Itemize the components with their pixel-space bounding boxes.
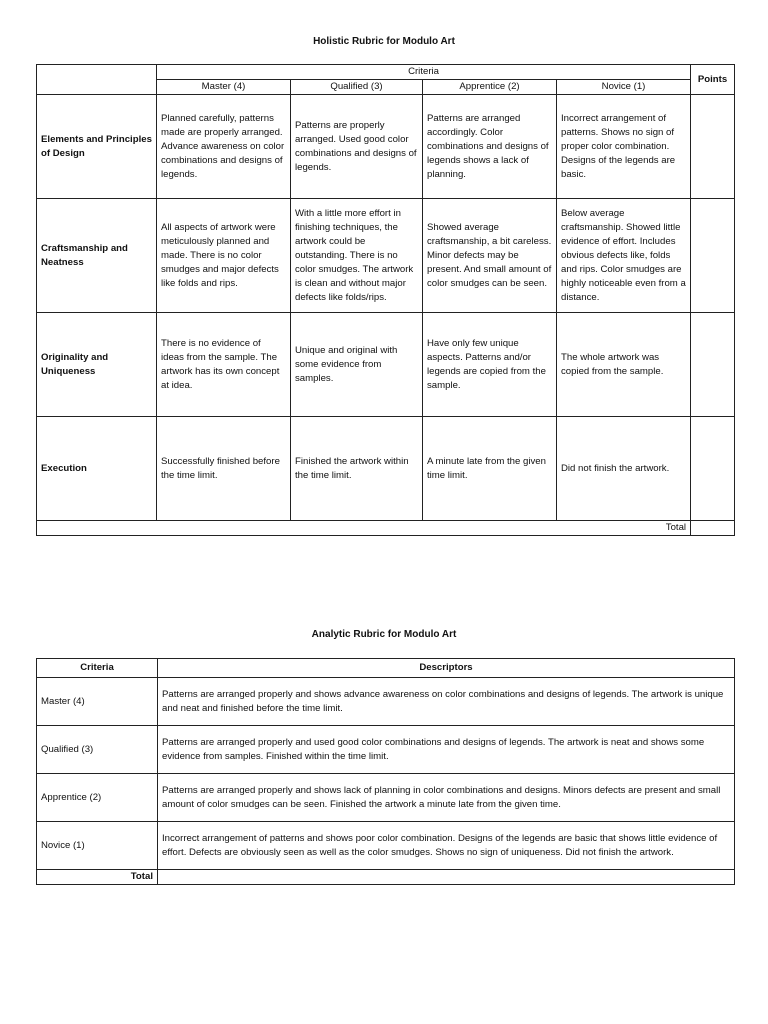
rubric-cell: Successfully finished before the time limit. [157,417,291,521]
level-header-novice: Novice (1) [557,80,691,95]
level-header-qualified: Qualified (3) [291,80,423,95]
criterion-label: Elements and Principles of Design [37,95,157,199]
criteria-header: Criteria [157,65,691,80]
analytic-total-cell[interactable] [158,870,735,885]
rubric-cell: A minute late from the given time limit. [423,417,557,521]
table-row [37,199,735,313]
analytic-descriptor: Incorrect arrangement of patterns and shows poor color combination. Designs of the legends are basic that shows little evidence of effort. Defects are obviously seen as well as the color smudges. Shows no sign of uniqueness. Did not finish the artwork. [158,822,735,870]
points-header: Points [691,65,735,95]
analytic-descriptor: Patterns are arranged properly and used good color combinations and designs of legends. The artwork is neat and shows some evidence from samples. Finished within the time limit. [158,726,735,774]
analytic-descriptor: Patterns are arranged properly and shows advance awareness on color combinations and designs of legends. The artwork is unique and neat and finished before the time limit. [158,678,735,726]
analytic-criterion: Master (4) [37,678,158,726]
table-row [37,313,735,417]
table-row [37,726,735,774]
analytic-descriptors-header: Descriptors [158,659,735,678]
rubric-cell: Have only few unique aspects. Patterns and/or legends are copied from the sample. [423,313,557,417]
points-cell[interactable] [691,313,735,417]
analytic-descriptor: Patterns are arranged properly and shows lack of planning in color combinations and designs. Minors defects are present and small amount of color smudges can be seen. Finished the artwork a minute late from the given time. [158,774,735,822]
holistic-total-label: Total [37,521,691,536]
table-row [37,822,735,870]
analytic-criterion: Apprentice (2) [37,774,158,822]
rubric-cell: Patterns are properly arranged. Used good color combinations and designs of legends. [291,95,423,199]
criterion-label: Execution [37,417,157,521]
rubric-cell: Patterns are arranged accordingly. Color combinations and designs of legends shows a lack of planning. [423,95,557,199]
criterion-label: Originality and Uniqueness [37,313,157,417]
analytic-criterion: Novice (1) [37,822,158,870]
holistic-rubric-table [36,64,735,536]
level-header-apprentice: Apprentice (2) [423,80,557,95]
criterion-label: Craftsmanship and Neatness [37,199,157,313]
rubric-cell: Below average craftsmanship. Showed little evidence of effort. Includes obvious defects like, folds and rips. Color smudges are highly noticeable even from a distance. [557,199,691,313]
table-row [37,95,735,199]
analytic-criteria-header: Criteria [37,659,158,678]
rubric-cell: Unique and original with some evidence from samples. [291,313,423,417]
rubric-cell: Finished the artwork within the time limit. [291,417,423,521]
rubric-cell: Did not finish the artwork. [557,417,691,521]
table-row [37,417,735,521]
holistic-total-cell[interactable] [691,521,735,536]
rubric-cell: There is no evidence of ideas from the sample. The artwork has its own concept at idea. [157,313,291,417]
rubric-cell: Planned carefully, patterns made are properly arranged. Advance awareness on color combinations and designs of legends. [157,95,291,199]
analytic-total-label: Total [37,870,158,885]
rubric-cell: Showed average craftsmanship, a bit careless. Minor defects may be present. And small amount of color smudges can be seen. [423,199,557,313]
level-header-master: Master (4) [157,80,291,95]
points-cell[interactable] [691,95,735,199]
points-cell[interactable] [691,199,735,313]
corner-cell [37,65,157,95]
analytic-rubric-title: Analytic Rubric for Modulo Art [311,629,457,640]
rubric-cell: With a little more effort in finishing techniques, the artwork could be outstanding. There is no color smudges. The artwork is clean and without major defects like folds/rips. [291,199,423,313]
rubric-cell: The whole artwork was copied from the sample. [557,313,691,417]
analytic-rubric-table [36,658,735,885]
table-row [37,678,735,726]
holistic-rubric-title: Holistic Rubric for Modulo Art [313,36,455,47]
table-row [37,774,735,822]
analytic-criterion: Qualified (3) [37,726,158,774]
rubric-cell: All aspects of artwork were meticulously planned and made. There is no color smudges and major defects like folds and rips. [157,199,291,313]
rubric-cell: Incorrect arrangement of patterns. Shows no sign of proper color combination. Designs of the legends are basic. [557,95,691,199]
points-cell[interactable] [691,417,735,521]
